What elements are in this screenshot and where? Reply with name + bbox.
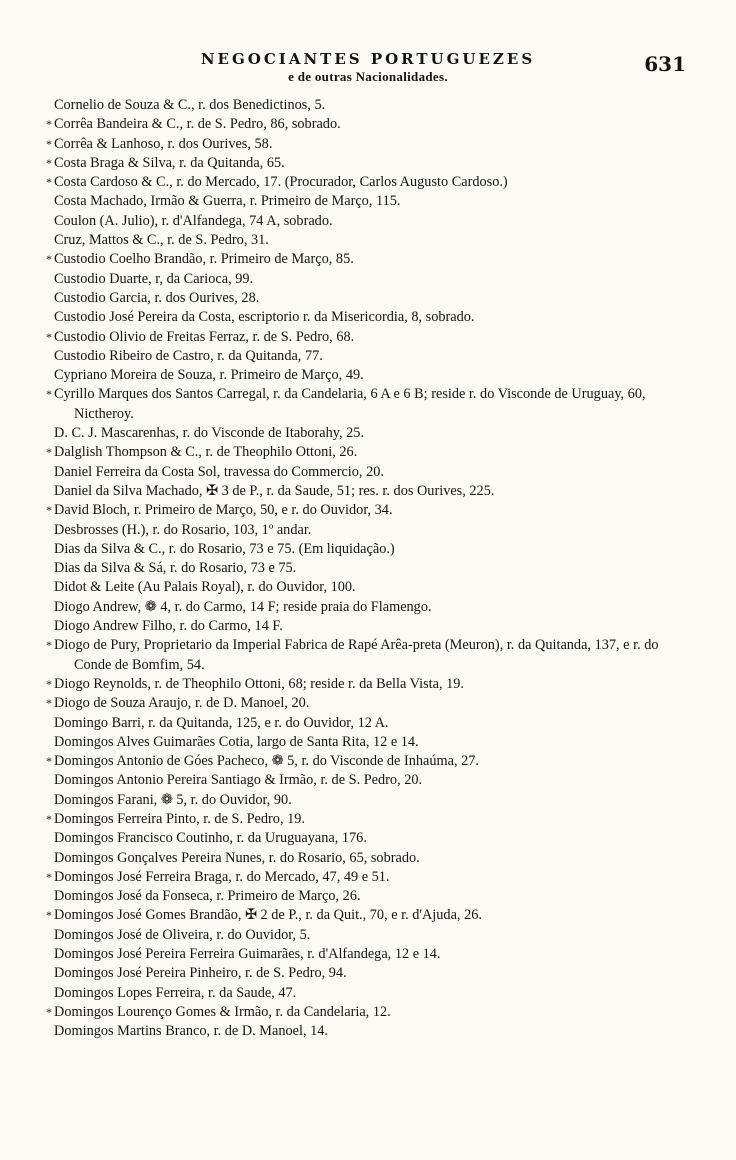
merchant-entry-text: Custodio José Pereira da Costa, escriptorio r. da Misericordia, 8, sobrado. (54, 309, 475, 326)
merchant-entry-text: Coulon (A. Julio), r. d'Alfandega, 74 A, sobrado. (54, 212, 333, 229)
asterisk-mark: * (46, 117, 52, 132)
merchant-entry-text: Didot & Leite (Au Palais Royal), r. do Ouvidor, 100. (54, 579, 356, 596)
asterisk-mark: * (46, 869, 52, 884)
merchant-entry-text: Dalglish Thompson & C., r. de Theophilo Ottoni, 26. (54, 444, 358, 461)
merchant-entry (54, 289, 690, 308)
merchant-entry (54, 540, 690, 559)
merchant-entry (46, 694, 690, 713)
merchant-entry (54, 598, 690, 617)
asterisk-mark: * (46, 908, 52, 923)
asterisk-mark: * (46, 136, 52, 151)
merchant-entry (46, 636, 690, 675)
merchant-entry (54, 96, 690, 115)
merchant-entry-text: Domingos José Gomes Brandão, ✠ 2 de P., r. da Quit., 70, e r. d'Ajuda, 26. (54, 907, 482, 924)
merchant-entry-text: Costa Cardoso & C., r. do Mercado, 17. (Procurador, Carlos Augusto Cardoso.) (54, 174, 508, 191)
merchant-entry (54, 849, 690, 868)
merchant-entry-text: Custodio Olivio de Freitas Ferraz, r. de S. Pedro, 68. (54, 328, 355, 345)
merchant-entry-text: Custodio Ribeiro de Castro, r. da Quitanda, 77. (54, 347, 323, 364)
merchant-entry (46, 328, 690, 347)
merchant-entry-text: Custodio Coelho Brandão, r. Primeiro de Março, 85. (54, 251, 354, 268)
merchant-entry (46, 675, 690, 694)
merchant-entry (54, 887, 690, 906)
merchant-entry-text: Cyrillo Marques dos Santos Carregal, r. da Candelaria, 6 A e 6 B; reside r. do Visconde de Uruguay, 60, Nictheroy. (54, 386, 646, 422)
merchant-entry (54, 308, 690, 327)
merchant-entry (46, 385, 690, 424)
merchant-entry-text: Dias da Silva & Sá, r. do Rosario, 73 e 75. (54, 560, 297, 577)
merchant-entry (54, 521, 690, 540)
page-subtitle: e de outras Nacionalidades. (288, 69, 448, 84)
merchant-entry-text: Domingos Gonçalves Pereira Nunes, r. do Rosario, 65, sobrado. (54, 849, 420, 866)
merchant-entry (54, 482, 690, 501)
asterisk-mark: * (46, 387, 52, 402)
asterisk-mark: * (46, 445, 52, 460)
merchant-entry (46, 501, 690, 520)
merchant-entry (54, 714, 690, 733)
page-header (0, 50, 736, 85)
merchant-entry-text: Diogo Andrew, ❁ 4, r. do Carmo, 14 F; reside praia do Flamengo. (54, 598, 432, 615)
merchant-entry (46, 810, 690, 829)
merchant-entry (54, 926, 690, 945)
merchant-entry (54, 347, 690, 366)
page-title: NEGOCIANTES PORTUGUEZES (200, 50, 536, 68)
merchant-entry (54, 231, 690, 250)
merchant-entry (46, 135, 690, 154)
merchant-entry (54, 559, 690, 578)
merchant-entry (46, 868, 690, 887)
merchant-entry-text: Domingos Antonio Pereira Santiago & Irmão, r. de S. Pedro, 20. (54, 772, 423, 789)
asterisk-mark: * (46, 155, 52, 170)
merchant-entry-text: Custodio Duarte, r, da Carioca, 99. (54, 270, 254, 287)
merchant-list (46, 96, 690, 1042)
merchant-entry-text: Domingos José Pereira Pinheiro, r. de S. Pedro, 94. (54, 965, 347, 982)
merchant-entry (46, 906, 690, 925)
merchant-entry (46, 752, 690, 771)
merchant-entry (54, 945, 690, 964)
merchant-entry (54, 733, 690, 752)
merchant-entry (54, 366, 690, 385)
merchant-entry-text: Daniel Ferreira da Costa Sol, travessa do Commercio, 20. (54, 463, 384, 480)
merchant-entry (46, 1003, 690, 1022)
merchant-entry-text: Domingos Martins Branco, r. de D. Manoel, 14. (54, 1023, 328, 1040)
merchant-entry-text: Costa Machado, Irmão & Guerra, r. Primeiro de Março, 115. (54, 193, 401, 210)
merchant-entry-text: Domingos Lopes Ferreira, r. da Saude, 47. (54, 984, 297, 1001)
asterisk-mark: * (46, 503, 52, 518)
merchant-entry-text: Domingos Farani, ❁ 5, r. do Ouvidor, 90. (54, 791, 292, 808)
merchant-entry-text: Cornelio de Souza & C., r. dos Benedictinos, 5. (54, 97, 326, 113)
merchant-entry (54, 424, 690, 443)
merchant-entry (54, 212, 690, 231)
merchant-entry-text: Domingos José Pereira Ferreira Guimarães, r. d'Alfandega, 12 e 14. (54, 946, 441, 963)
merchant-entry-text: Corrêa & Lanhoso, r. dos Ourives, 58. (54, 135, 273, 152)
merchant-entry (46, 443, 690, 462)
merchant-entry-text: David Bloch, r. Primeiro de Março, 50, e r. do Ouvidor, 34. (54, 502, 393, 519)
merchant-entry (54, 829, 690, 848)
asterisk-mark: * (46, 252, 52, 267)
merchant-entry-text: Domingos Lourenço Gomes & Irmão, r. da Candelaria, 12. (54, 1003, 391, 1020)
asterisk-mark: * (46, 811, 52, 826)
merchant-entry-text: Domingos Francisco Coutinho, r. da Uruguayana, 176. (54, 830, 367, 847)
merchant-entry-text: Domingos Ferreira Pinto, r. de S. Pedro, 19. (54, 810, 305, 827)
asterisk-mark: * (46, 329, 52, 344)
merchant-entry (46, 250, 690, 269)
merchant-entry-text: Dias da Silva & C., r. do Rosario, 73 e 75. (Em liquidação.) (54, 540, 395, 557)
merchant-entry-text: Domingo Barri, r. da Quitanda, 125, e r. do Ouvidor, 12 A. (54, 714, 389, 731)
merchant-entry-text: D. C. J. Mascarenhas, r. do Visconde de Itaborahy, 25. (54, 425, 365, 442)
asterisk-mark: * (46, 175, 52, 190)
merchant-entry-text: Diogo Reynolds, r. de Theophilo Ottoni, 68; reside r. da Bella Vista, 19. (54, 675, 465, 692)
merchant-entry (54, 617, 690, 636)
merchant-entry (46, 154, 690, 173)
merchant-entry-text: Cruz, Mattos & C., r. de S. Pedro, 31. (54, 232, 269, 249)
merchant-entry-text: Costa Braga & Silva, r. da Quitanda, 65. (54, 154, 285, 171)
merchant-entry-text: Domingos José de Oliveira, r. do Ouvidor, 5. (54, 926, 311, 943)
merchant-entry (54, 463, 690, 482)
merchant-entry-text: Domingos José Ferreira Braga, r. do Mercado, 47, 49 e 51. (54, 868, 390, 885)
merchant-entry-text: Domingos Antonio de Góes Pacheco, ❁ 5, r. do Visconde de Inhaúma, 27. (54, 753, 480, 770)
merchant-entry-text: Diogo de Souza Araujo, r. de D. Manoel, 20. (54, 695, 310, 712)
asterisk-mark: * (46, 696, 52, 711)
merchant-entry-text: Cypriano Moreira de Souza, r. Primeiro de Março, 49. (54, 367, 364, 384)
merchant-entry (54, 192, 690, 211)
asterisk-mark: * (46, 638, 52, 653)
page-number: 631 (644, 52, 686, 76)
merchant-entry-text: Desbrosses (H.), r. do Rosario, 103, 1º andar. (54, 521, 312, 538)
merchant-entry (46, 115, 690, 134)
merchant-entry (54, 578, 690, 597)
asterisk-mark: * (46, 676, 52, 691)
asterisk-mark: * (46, 754, 52, 769)
merchant-entry (54, 984, 690, 1003)
merchant-entry-text: Domingos Alves Guimarães Cotia, largo de Santa Rita, 12 e 14. (54, 733, 419, 750)
merchant-entry-text: Diogo de Pury, Proprietario da Imperial Fabrica de Rapé Arêa-preta (Meuron), r. da Quitanda, 137, e r. do Conde de Bomfim, 54. (54, 637, 659, 673)
merchant-entry (54, 791, 690, 810)
merchant-entry-text: Custodio Garcia, r. dos Ourives, 28. (54, 289, 260, 306)
merchant-entry (54, 771, 690, 790)
merchant-entry (54, 1022, 690, 1041)
asterisk-mark: * (46, 1004, 52, 1019)
merchant-entry-text: Daniel da Silva Machado, ✠ 3 de P., r. da Saude, 51; res. r. dos Ourives, 225. (54, 482, 495, 499)
merchant-entry (54, 964, 690, 983)
merchant-entry (54, 270, 690, 289)
merchant-entry-text: Corrêa Bandeira & C., r. de S. Pedro, 86, sobrado. (54, 116, 341, 133)
merchant-entry (46, 173, 690, 192)
merchant-entry-text: Domingos José da Fonseca, r. Primeiro de Março, 26. (54, 888, 361, 905)
merchant-entry-text: Diogo Andrew Filho, r. do Carmo, 14 F. (54, 618, 283, 635)
